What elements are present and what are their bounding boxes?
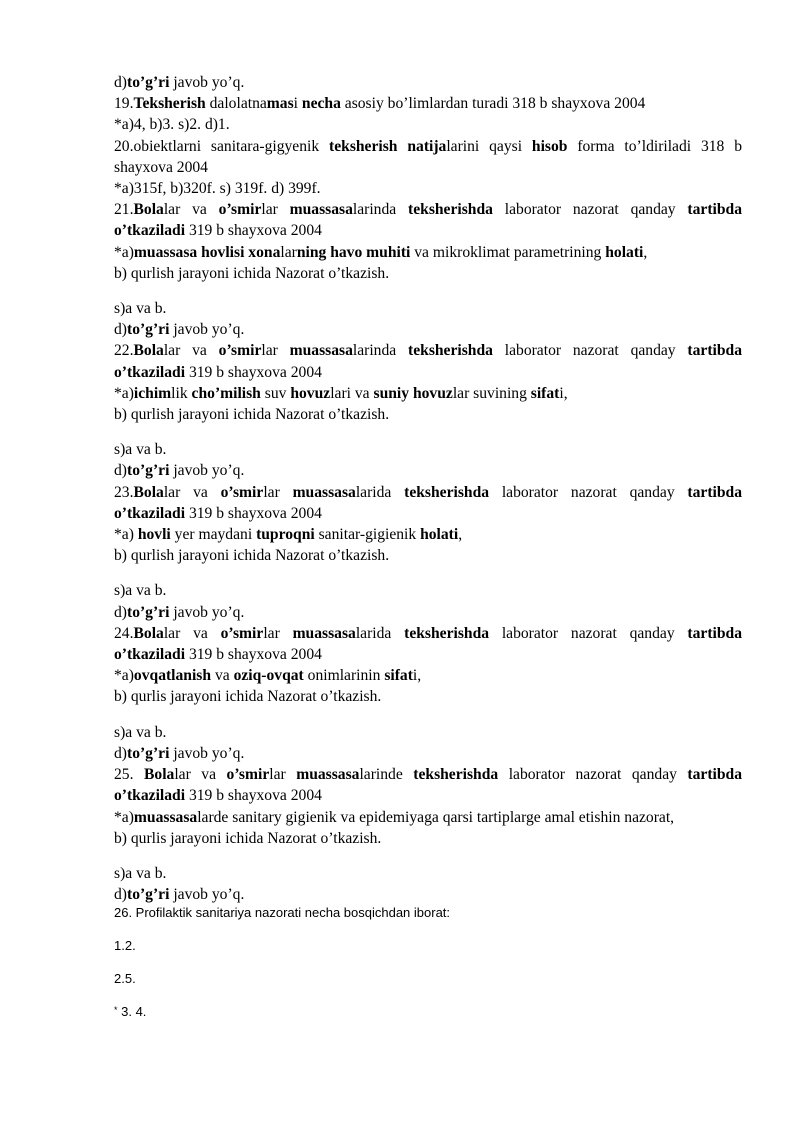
bold-text-run: Bola	[133, 201, 164, 219]
text-run: javob yo’q.	[169, 74, 245, 91]
text-run: 23.	[114, 483, 134, 501]
text-line	[114, 340, 742, 382]
bold-text-run: holati	[605, 243, 644, 261]
bold-text-run: necha	[301, 95, 341, 113]
text-run: i,	[559, 384, 568, 402]
text-run: b) qurlis jarayoni ichida Nazorat o’tkazish.	[114, 688, 382, 706]
text-run: i,	[412, 667, 422, 685]
text-run: larinde	[359, 766, 414, 784]
text-run: d)	[114, 462, 127, 480]
text-run: javob yo’q.	[169, 603, 245, 621]
text-run: 319 b shayxova 2004	[185, 787, 322, 805]
text-run: s)a va b.	[114, 864, 167, 882]
text-run: *a)	[114, 526, 138, 544]
text-run: 22.	[114, 342, 134, 360]
text-run: laborator nazorat qanday	[498, 766, 688, 784]
bold-text-run: hovuz	[290, 384, 331, 402]
bold-text-run: Bola	[133, 483, 164, 501]
text-run: lar va	[163, 624, 221, 642]
bold-text-run: oziq-ovqat	[233, 667, 304, 685]
paragraph-spacer	[114, 708, 742, 722]
text-line	[114, 665, 742, 686]
text-run: 319 b shayxova 2004	[185, 222, 322, 240]
bold-text-run: muassasa hovlisi xona	[133, 243, 281, 261]
bold-text-run: tartibda	[687, 766, 742, 784]
text-run: lar va	[163, 342, 219, 360]
text-run: va mikroklimat parametrining	[410, 243, 606, 261]
text-run: *a)	[114, 667, 134, 685]
bold-text-run: Bola	[133, 342, 164, 360]
text-run: s)a va b.	[114, 723, 167, 741]
text-run: lar	[261, 342, 290, 360]
text-run: javob yo’q.	[169, 321, 245, 339]
text-line	[114, 623, 742, 665]
text-line	[114, 460, 742, 481]
text-run: larinda	[352, 342, 409, 360]
bold-text-run: sifat	[384, 667, 413, 685]
paragraph-spacer	[114, 849, 742, 863]
text-run: s)a va b.	[114, 582, 167, 600]
text-line	[114, 404, 742, 425]
text-run: larde sanitary gigienik va epidemiyaga qarsi tartiplarge amal etishin nazorat,	[197, 808, 675, 826]
text-run: 26. Profilaktik sanitariya nazorati necha bosqichdan iborat:	[114, 905, 451, 921]
bold-text-run: o’smir	[218, 201, 262, 219]
text-run: forma to’ldiriladi 318 b shayxova 2004	[114, 137, 743, 176]
bold-text-run: holati	[420, 526, 459, 544]
bold-text-run: teksherishda	[408, 201, 493, 219]
bold-text-run: tartibda	[687, 624, 742, 642]
text-run: lar	[263, 624, 293, 642]
text-run: javob yo’q.	[169, 744, 245, 762]
text-run: javob yo’q.	[169, 462, 245, 480]
bold-text-run: tartibda	[687, 483, 742, 501]
text-run: lar	[280, 243, 297, 261]
bold-text-run: teksherishda	[408, 342, 493, 360]
text-run: d)	[114, 744, 127, 762]
text-run: *a)	[114, 808, 134, 826]
bold-text-run: o’tkaziladi	[114, 646, 186, 664]
text-line	[114, 602, 742, 623]
bold-text-run: natija	[407, 137, 447, 155]
text-run: 3. 4.	[117, 1004, 147, 1020]
bold-text-run: muassasa	[289, 342, 353, 360]
text-line	[114, 971, 742, 987]
paragraph-spacer	[114, 954, 742, 971]
text-line	[114, 545, 742, 566]
bold-text-run: hisob	[531, 137, 568, 155]
text-run: lar	[263, 483, 293, 501]
text-run: 1.2.	[114, 938, 136, 954]
paragraph-spacer	[114, 987, 742, 1004]
text-run: 25.	[114, 766, 144, 784]
text-line	[114, 743, 742, 764]
text-run	[397, 138, 407, 155]
text-run: laborator nazorat qanday	[489, 624, 688, 642]
bold-text-run: o’smir	[220, 624, 264, 642]
bold-text-run: cho’milish	[191, 384, 261, 402]
text-run: lar va	[163, 201, 219, 219]
bold-text-run: muassasa	[292, 483, 356, 501]
text-run: 24.	[114, 624, 134, 642]
text-run: lar va	[163, 483, 221, 501]
text-run: lar va	[174, 766, 227, 784]
text-line	[114, 383, 742, 404]
text-run: va	[211, 667, 234, 685]
bold-text-run: to’g’ri	[127, 74, 170, 91]
text-run: d)	[114, 321, 127, 339]
bold-text-run: Bola	[144, 766, 175, 784]
bold-text-run: sifat	[530, 384, 560, 402]
text-line	[114, 93, 742, 114]
text-run: lari va	[330, 384, 374, 402]
text-line	[114, 199, 742, 241]
text-run: sanitar-gigienik	[314, 526, 421, 544]
text-line	[114, 722, 742, 743]
text-run: *a)315f, b)320f. s) 319f. d) 399f.	[114, 180, 321, 198]
text-line	[114, 242, 742, 263]
text-line	[114, 580, 742, 601]
bold-text-run: teksherishda	[413, 766, 499, 784]
text-run: larida	[355, 624, 405, 642]
text-line	[114, 263, 742, 284]
bold-text-run: muassasa	[133, 808, 198, 826]
text-run: s)a va b.	[114, 300, 167, 318]
text-run: d)	[114, 603, 127, 621]
bold-text-run: teksherish	[329, 137, 398, 155]
text-run: 21.	[114, 201, 134, 219]
text-run: 20.obiektlarni sanitara-gigyenik	[114, 137, 330, 155]
bold-text-run: to’g’ri	[127, 462, 170, 480]
text-run: *a)4, b)3. s)2. d)1.	[114, 116, 230, 134]
bold-text-run: to’g’ri	[127, 603, 170, 621]
text-line	[114, 905, 742, 921]
bold-text-run: ning havo muhiti	[296, 243, 411, 261]
text-run: b) qurlish jarayoni ichida Nazorat o’tkazish.	[114, 406, 390, 424]
bold-text-run: o’smir	[218, 342, 262, 360]
bold-text-run: to’g’ri	[127, 886, 170, 904]
bold-text-run: Bola	[133, 624, 164, 642]
text-run: *a)	[114, 384, 134, 402]
text-line	[114, 686, 742, 707]
text-run: asosiy bo’limlardan turadi 318 b shayxova 2004	[340, 95, 646, 113]
text-line	[114, 482, 742, 524]
bold-text-run: muassasa	[289, 201, 353, 219]
text-run: *a)	[114, 243, 134, 261]
bold-text-run: Teksherish	[133, 95, 206, 113]
bold-text-run: o’tkaziladi	[114, 222, 186, 240]
text-run: ,	[458, 526, 463, 544]
text-run: 19.	[114, 95, 134, 113]
text-run: i	[293, 95, 302, 113]
paragraph-spacer	[114, 284, 742, 298]
text-line	[114, 764, 742, 806]
bold-text-run: teksherishda	[404, 483, 490, 501]
text-line	[114, 828, 742, 849]
document-body	[114, 72, 742, 1020]
text-line	[114, 114, 742, 135]
bold-text-run: mas	[266, 95, 294, 113]
text-run: *	[114, 1005, 118, 1016]
text-line	[114, 863, 742, 884]
bold-text-run: teksherishda	[404, 624, 490, 642]
paragraph-spacer	[114, 566, 742, 580]
paragraph-spacer	[114, 921, 742, 938]
bold-text-run: suniy hovuz	[373, 384, 453, 402]
bold-text-run: tartibda	[687, 342, 742, 360]
text-run: yer maydani	[170, 526, 257, 544]
bold-text-run: muassasa	[292, 624, 356, 642]
text-run: laborator nazorat qanday	[492, 201, 688, 219]
text-run: suv	[260, 384, 291, 402]
text-run: javob yo’q.	[169, 886, 245, 904]
text-run: b) qurlish jarayoni ichida Nazorat o’tkazish.	[114, 264, 390, 282]
text-run: s)a va b.	[114, 441, 167, 459]
text-run: lar	[261, 201, 290, 219]
text-line	[114, 72, 742, 93]
text-run: ,	[643, 243, 648, 261]
text-line	[114, 524, 742, 545]
bold-text-run: o’smir	[220, 483, 264, 501]
text-run: onimlarinin	[303, 667, 385, 685]
bold-text-run: ovqatlanish	[133, 667, 212, 685]
text-line	[114, 178, 742, 199]
text-run: 319 b shayxova 2004	[185, 504, 322, 522]
text-run: d)	[114, 886, 127, 904]
text-run: lar suvining	[452, 384, 531, 402]
text-run: 319 b shayxova 2004	[185, 363, 322, 381]
paragraph-spacer	[114, 425, 742, 439]
bold-text-run: o’tkaziladi	[114, 363, 186, 381]
text-run: larini qaysi	[446, 137, 532, 155]
text-run: b) qurlish jarayoni ichida Nazorat o’tkazish.	[114, 547, 390, 565]
text-line	[114, 136, 742, 178]
bold-text-run: to’g’ri	[127, 321, 170, 339]
text-run: lik	[171, 384, 192, 402]
text-run: 319 b shayxova 2004	[185, 646, 322, 664]
text-line	[114, 807, 742, 828]
text-run: larida	[355, 483, 405, 501]
bold-text-run: o’tkaziladi	[114, 504, 186, 522]
bold-text-run: to’g’ri	[127, 744, 170, 762]
bold-text-run: hovli	[137, 526, 171, 544]
text-run: 2.5.	[114, 971, 136, 987]
bold-text-run: muassasa	[296, 766, 360, 784]
text-line	[114, 884, 742, 905]
text-run: larinda	[352, 201, 409, 219]
text-run: lar	[269, 766, 297, 784]
text-run: d)	[114, 74, 127, 91]
bold-text-run: o’tkaziladi	[114, 787, 186, 805]
bold-text-run: tartibda	[687, 201, 742, 219]
text-run: dalolatna	[205, 95, 267, 113]
text-run: b) qurlis jarayoni ichida Nazorat o’tkazish.	[114, 829, 382, 847]
text-line	[114, 298, 742, 319]
text-line	[114, 319, 742, 340]
text-line	[114, 1004, 742, 1020]
bold-text-run: ichim	[133, 384, 172, 402]
bold-text-run: tuproqni	[256, 526, 315, 544]
text-line	[114, 938, 742, 954]
text-run: laborator nazorat qanday	[489, 483, 688, 501]
bold-text-run: o’smir	[226, 766, 270, 784]
text-line	[114, 439, 742, 460]
text-run: laborator nazorat qanday	[492, 342, 688, 360]
